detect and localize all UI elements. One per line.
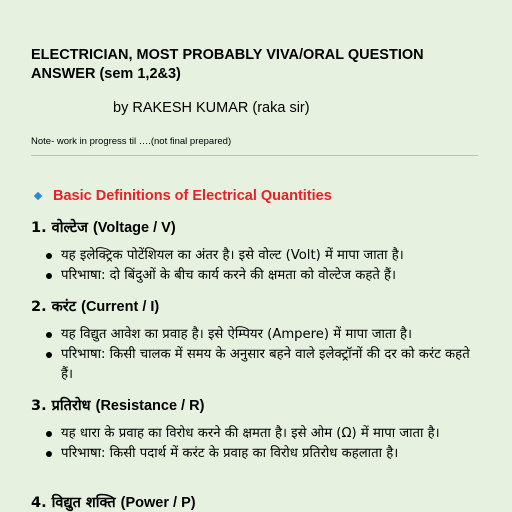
heading-hindi: वोल्टेज bbox=[51, 220, 88, 236]
horizontal-divider bbox=[31, 155, 478, 156]
author-line: by RAKESH KUMAR (raka sir) bbox=[113, 100, 310, 116]
heading-english: (Voltage / V) bbox=[92, 220, 176, 236]
heading-current bbox=[31, 296, 159, 316]
progress-note: Note- work in progress til ….(not final prepared) bbox=[31, 136, 232, 147]
document-title: ELECTRICIAN, MOST PROBABLY VIVA/ORAL QUESTION ANSWER (sem 1,2&3) bbox=[31, 47, 424, 82]
heading-number: 2. bbox=[31, 299, 47, 315]
heading-power bbox=[31, 492, 196, 512]
heading-hindi: प्रतिरोध bbox=[51, 398, 91, 414]
section-title-text: Basic Definitions of Electrical Quantities bbox=[53, 188, 332, 204]
current-bullet-list bbox=[45, 325, 485, 385]
list-item: परिभाषा: किसी पदार्थ में करंट के प्रवाह का विरोध प्रतिरोध कहलाता है। bbox=[45, 444, 485, 464]
heading-number: 3. bbox=[31, 398, 47, 414]
list-item: यह धारा के प्रवाह का विरोध करने की क्षमता है। इसे ओम (Ω) में मापा जाता है। bbox=[45, 424, 485, 444]
heading-hindi: विद्युत शक्ति bbox=[51, 495, 116, 511]
heading-number: 1. bbox=[31, 220, 47, 236]
heading-english: (Power / P) bbox=[120, 495, 196, 511]
blue-diamond-icon bbox=[34, 192, 42, 200]
list-item: यह विद्युत आवेश का प्रवाह है। इसे ऐम्पियर (Ampere) में मापा जाता है। bbox=[45, 325, 485, 345]
heading-number: 4. bbox=[31, 495, 47, 511]
list-item: परिभाषा: दो बिंदुओं के बीच कार्य करने की क्षमता को वोल्टेज कहते हैं। bbox=[45, 266, 485, 286]
heading-english: (Resistance / R) bbox=[95, 398, 205, 414]
resistance-bullet-list bbox=[45, 424, 485, 464]
heading-voltage bbox=[31, 217, 176, 237]
heading-english: (Current / I) bbox=[81, 299, 160, 315]
heading-resistance bbox=[31, 395, 204, 415]
section-title bbox=[31, 188, 332, 204]
voltage-bullet-list bbox=[45, 246, 485, 286]
list-item: यह इलेक्ट्रिक पोटेंशियल का अंतर है। इसे वोल्ट (Volt) में मापा जाता है। bbox=[45, 246, 485, 266]
list-item: परिभाषा: किसी चालक में समय के अनुसार बहने वाले इलेक्ट्रॉनों की दर को करंट कहते हैं। bbox=[45, 345, 485, 385]
heading-hindi: करंट bbox=[51, 299, 77, 315]
